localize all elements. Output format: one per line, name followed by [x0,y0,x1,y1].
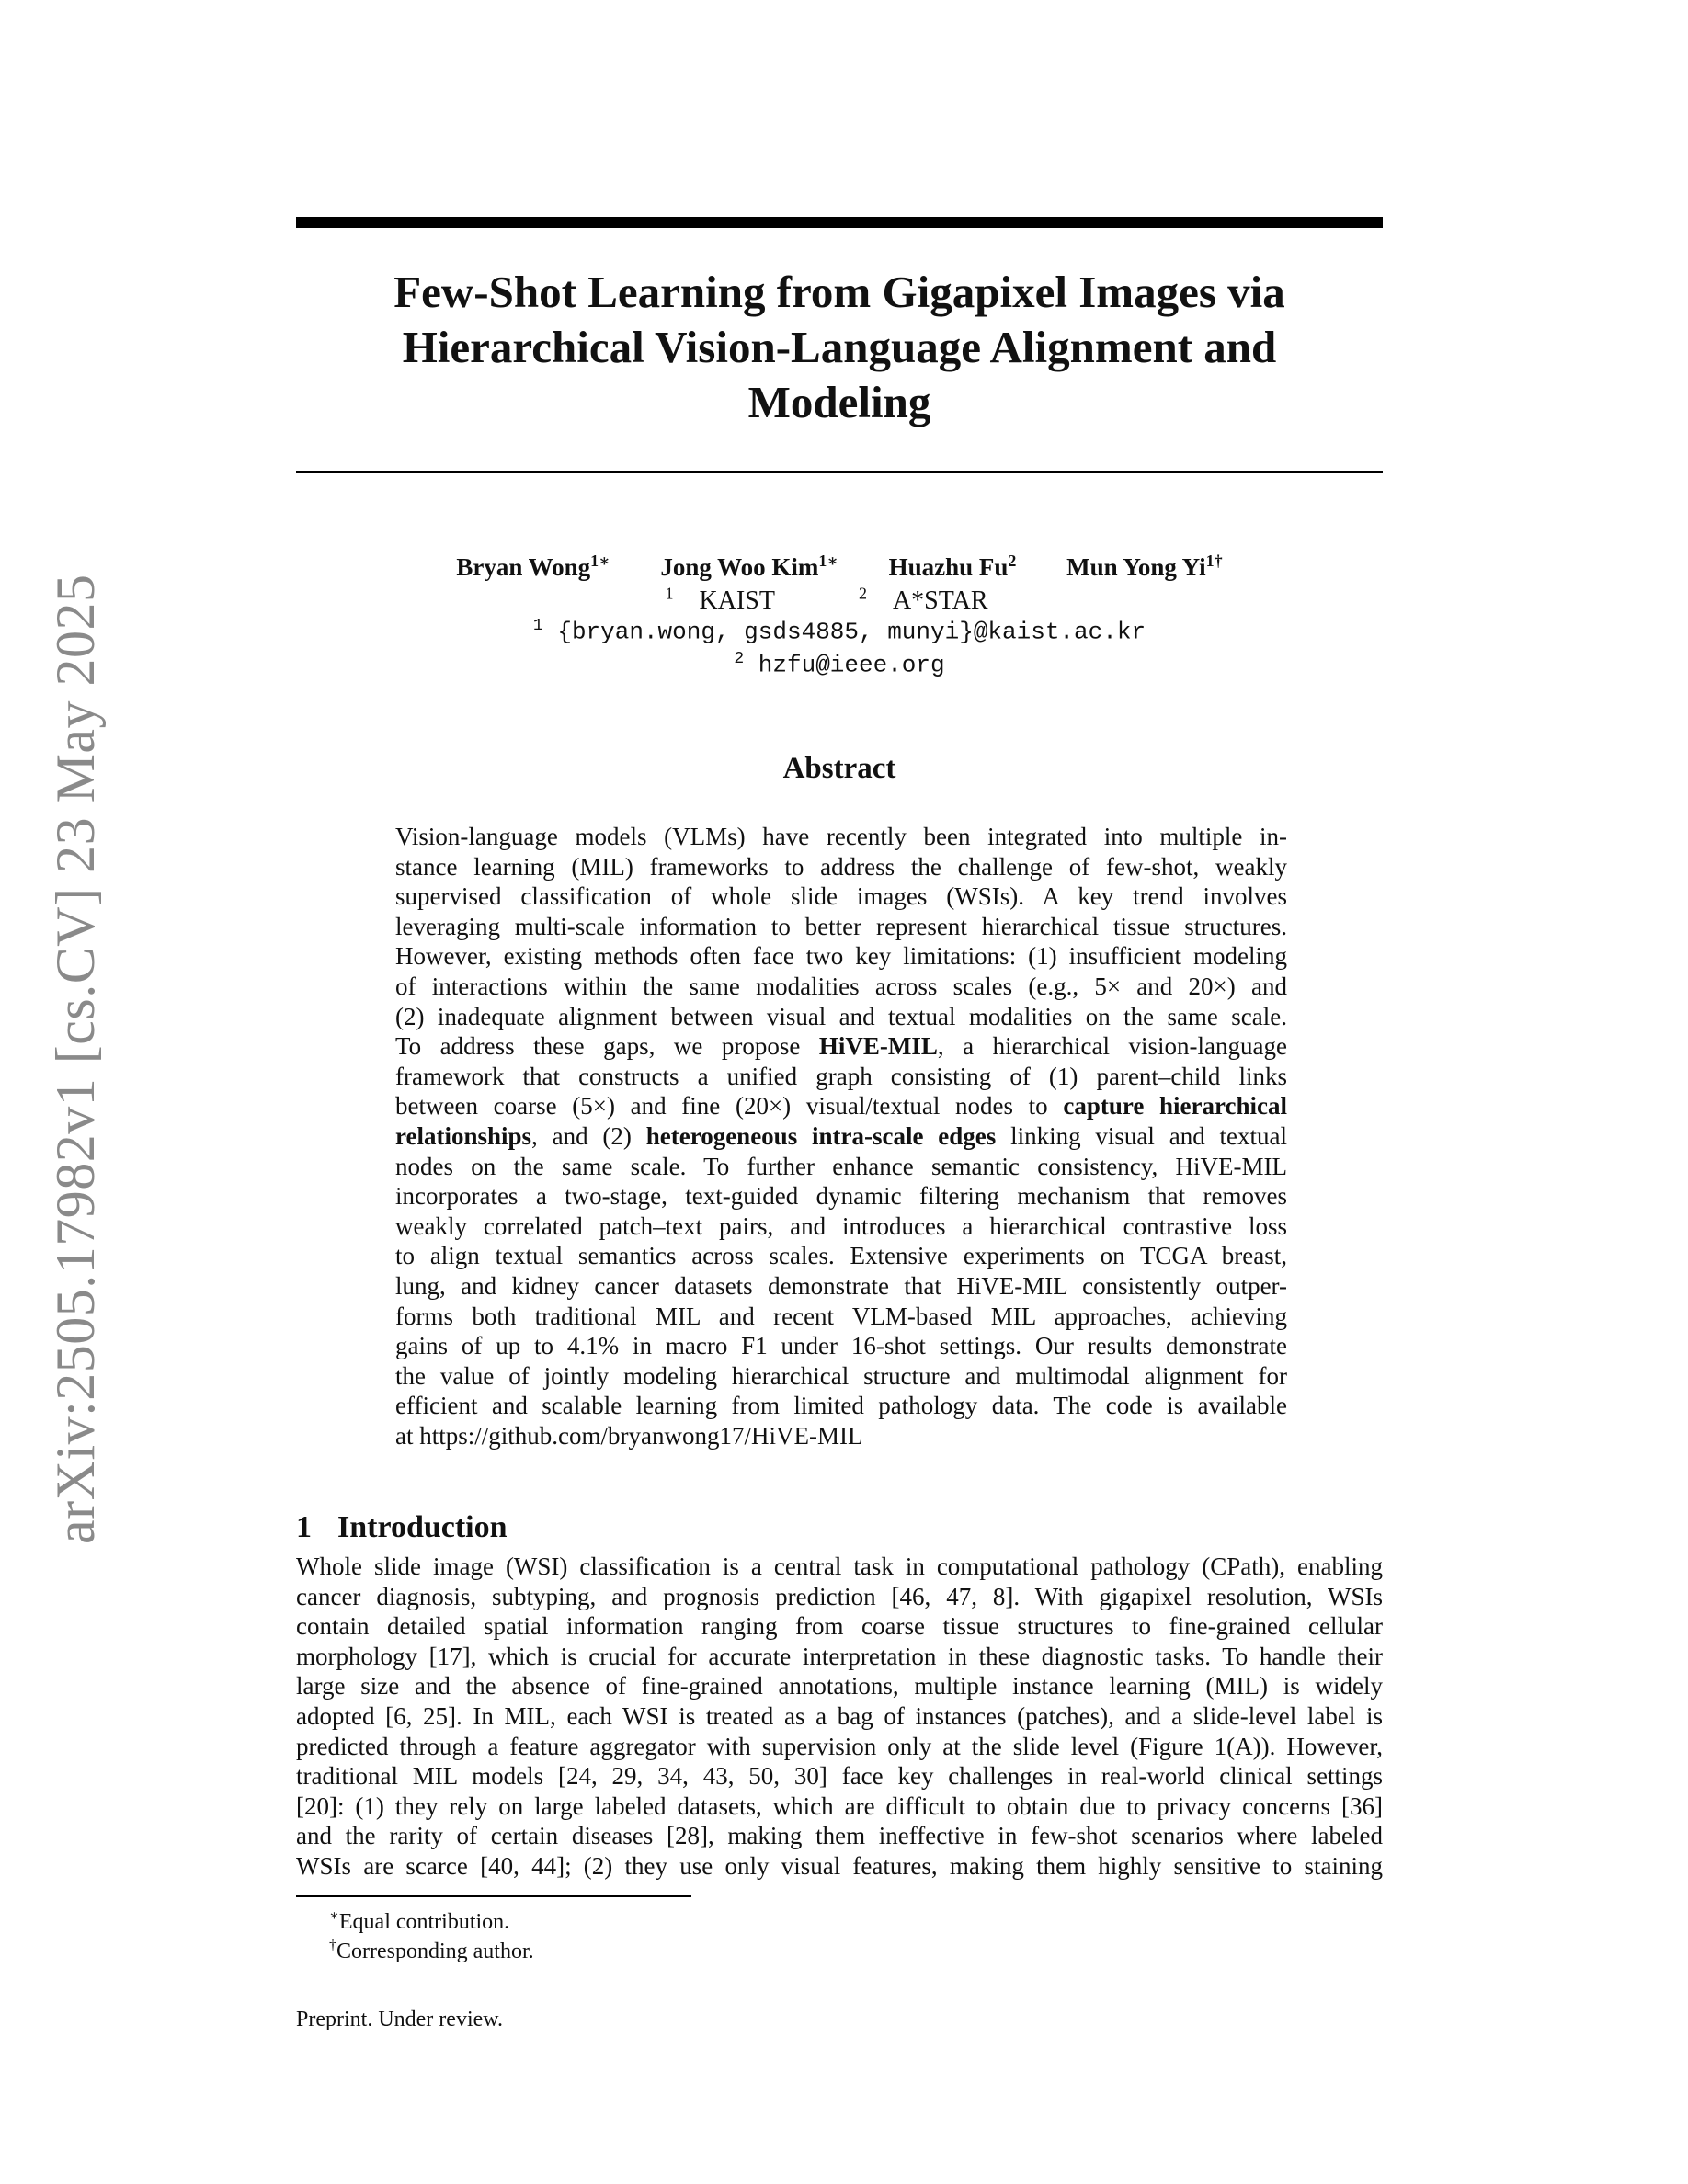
title-line: Few-Shot Learning from Gigapixel Images via [393,267,1285,317]
author-mark: 1† [1205,552,1223,570]
author-name: Bryan Wong [456,553,591,581]
abstract-line [395,1121,1287,1152]
email-line [296,610,1383,648]
intro-line: morphology [17], which is crucial for accurate interpretation in these diagnostic tasks. To handle their [296,1642,1383,1670]
body-text: forms both traditional MIL and recent VLM-based MIL approaches, achieving [395,1302,1287,1330]
affiliation-name: A*STAR [892,586,988,616]
body-text: efficient and scalable learning from limited pathology data. The code is available [395,1392,1287,1420]
author-mark: 2 [1008,552,1017,570]
abstract-line [395,1152,1287,1182]
body-text: nodes on the same scale. To further enhance semantic consistency, HiVE-MIL [395,1152,1287,1180]
author-mark: 1∗ [818,552,838,570]
abstract-line [395,1091,1287,1121]
abstract-line [395,941,1287,972]
title-top-rule [296,217,1383,228]
body-text: , a hierarchical vision-language [937,1032,1287,1061]
intro-line: [20]: (1) they rely on large labeled datasets, which are difficult to obtain due to privacy concerns [36] [296,1792,1383,1820]
affiliation-mark: 1 [665,585,674,603]
email-mark: 1 [532,617,543,635]
body-text: between coarse (5×) and fine (20×) visual/textual nodes to [395,1092,1064,1120]
footnote-text: Equal contribution. [338,1910,510,1934]
body-text: weakly correlated patch–text pairs, and introduces a hierarchical contrastive loss [395,1211,1287,1240]
body-text: Vision-language models (VLMs) have recently been integrated into multiple in- [395,823,1287,850]
email-mark: 2 [734,650,745,668]
email-line [296,643,1383,681]
footnote-mark: † [329,1938,336,1953]
emphasis-text: heterogeneous intra-scale edges [645,1121,997,1150]
intro-line: cancer diagnosis, subtyping, and prognosis prediction [46, 47, 8]. With gigapixel resolution, WSIs [296,1582,1383,1610]
abstract-line [395,1421,1287,1451]
title-line: Hierarchical Vision-Language Alignment and [402,322,1277,372]
body-text: leveraging multi-scale information to better represent hierarchical tissue structures. [395,912,1287,940]
body-text: to align textual semantics across scales. Extensive experiments on TCGA breast, [395,1242,1287,1270]
email-text: hzfu@ieee.org [758,651,945,679]
intro-line: adopted [6, 25]. In MIL, each WSI is treated as a bag of instances (patches), and a slide-level label is [296,1701,1383,1730]
intro-line: contain detailed spatial information ranging from coarse tissue structures to fine-grained cellular [296,1612,1383,1641]
body-text: the value of jointly modeling hierarchical structure and multimodal alignment for [395,1361,1287,1390]
section-heading [296,1507,508,1548]
author-name: Mun Yong Yi [1066,553,1206,581]
author-mark: 1∗ [590,552,610,570]
abstract-line [395,1181,1287,1211]
emphasis-text: HiVE-MIL [818,1032,938,1061]
title-bottom-rule [296,471,1383,473]
affiliation-name: KAIST [699,586,775,616]
abstract-line [395,1002,1287,1032]
introduction-body [296,1552,1383,1882]
abstract-line [395,912,1287,942]
abstract-line [395,1271,1287,1302]
intro-line: and the rarity of certain diseases [28], making them ineffective in few-shot scenarios where labeled [296,1822,1383,1850]
abstract-line [395,1331,1287,1361]
abstract-line [395,972,1287,1002]
body-text: To address these gaps, we propose [395,1032,819,1061]
abstract-line [395,1302,1287,1332]
footnote-mark: ∗ [329,1908,339,1924]
abstract-line [395,822,1287,852]
abstract-body [395,822,1287,1450]
footnote-text: Corresponding author. [336,1939,534,1963]
abstract-line [395,882,1287,912]
body-text: (2) inadequate alignment between visual and textual modalities on the same scale. [395,1002,1287,1030]
abstract-line [395,1391,1287,1421]
affiliation-mark: 2 [858,585,867,603]
abstract-line [395,1062,1287,1092]
body-text: linking visual and textual [996,1121,1287,1150]
abstract-line [395,852,1287,882]
preprint-note: Preprint. Under review. [296,2008,504,2031]
intro-line: Whole slide image (WSI) classification is a central task in computational pathology (CPath), enabling [296,1553,1383,1580]
intro-line: traditional MIL models [24, 29, 34, 43, 50, 30] face key challenges in real-world clinical settings [296,1762,1383,1791]
abstract-heading: Abstract [782,752,896,785]
emphasis-text: relationships [395,1121,532,1150]
intro-line: WSIs are scarce [40, 44]; (2) they use only visual features, making them highly sensitive to staining [296,1851,1383,1880]
body-text: at https://github.com/bryanwong17/HiVE-MIL [395,1421,863,1450]
footnote [329,1932,534,1965]
author-name: Huazhu Fu [888,553,1009,581]
emphasis-text: capture hierarchical [1063,1092,1287,1120]
section-number: 1 [296,1510,312,1544]
paper-title [296,265,1383,430]
body-text: , and (2) [531,1121,646,1150]
email-text: {bryan.wong, gsds4885, munyi}@kaist.ac.kr [557,618,1146,646]
body-text: supervised classification of whole slide images (WSIs). A key trend involves [395,882,1287,911]
author-name: Jong Woo Kim [660,553,819,581]
section-title: Introduction [337,1510,508,1544]
body-text: stance learning (MIL) frameworks to address the challenge of few-shot, weakly [395,852,1287,881]
body-text: However, existing methods often face two key limitations: (1) insufficient modeling [395,942,1287,971]
title-line: Modeling [747,377,931,427]
abstract-line [395,1211,1287,1242]
footnote-rule [296,1895,691,1897]
body-text: incorporates a two-stage, text-guided dynamic filtering mechanism that removes [395,1182,1287,1211]
body-text: of interactions within the same modalities across scales (e.g., 5× and 20×) and [395,972,1287,1000]
abstract-line [395,1361,1287,1392]
arxiv-side-stamp: arXiv:2505.17982v1 [cs.CV] 23 May 2025 [45,574,106,1544]
body-text: gains of up to 4.1% in macro F1 under 16-shot settings. Our results demonstrate [395,1332,1287,1360]
body-text: framework that constructs a unified graph consisting of (1) parent–child links [395,1062,1287,1090]
body-text: lung, and kidney cancer datasets demonstrate that HiVE-MIL consistently outper- [395,1271,1287,1300]
intro-line: predicted through a feature aggregator with supervision only at the slide level (Figure 1(A)). However, [296,1732,1383,1760]
footnote [329,1903,509,1936]
abstract-line [395,1031,1287,1062]
abstract-line [395,1241,1287,1271]
intro-line: large size and the absence of fine-grained annotations, multiple instance learning (MIL) is widely [296,1672,1383,1701]
